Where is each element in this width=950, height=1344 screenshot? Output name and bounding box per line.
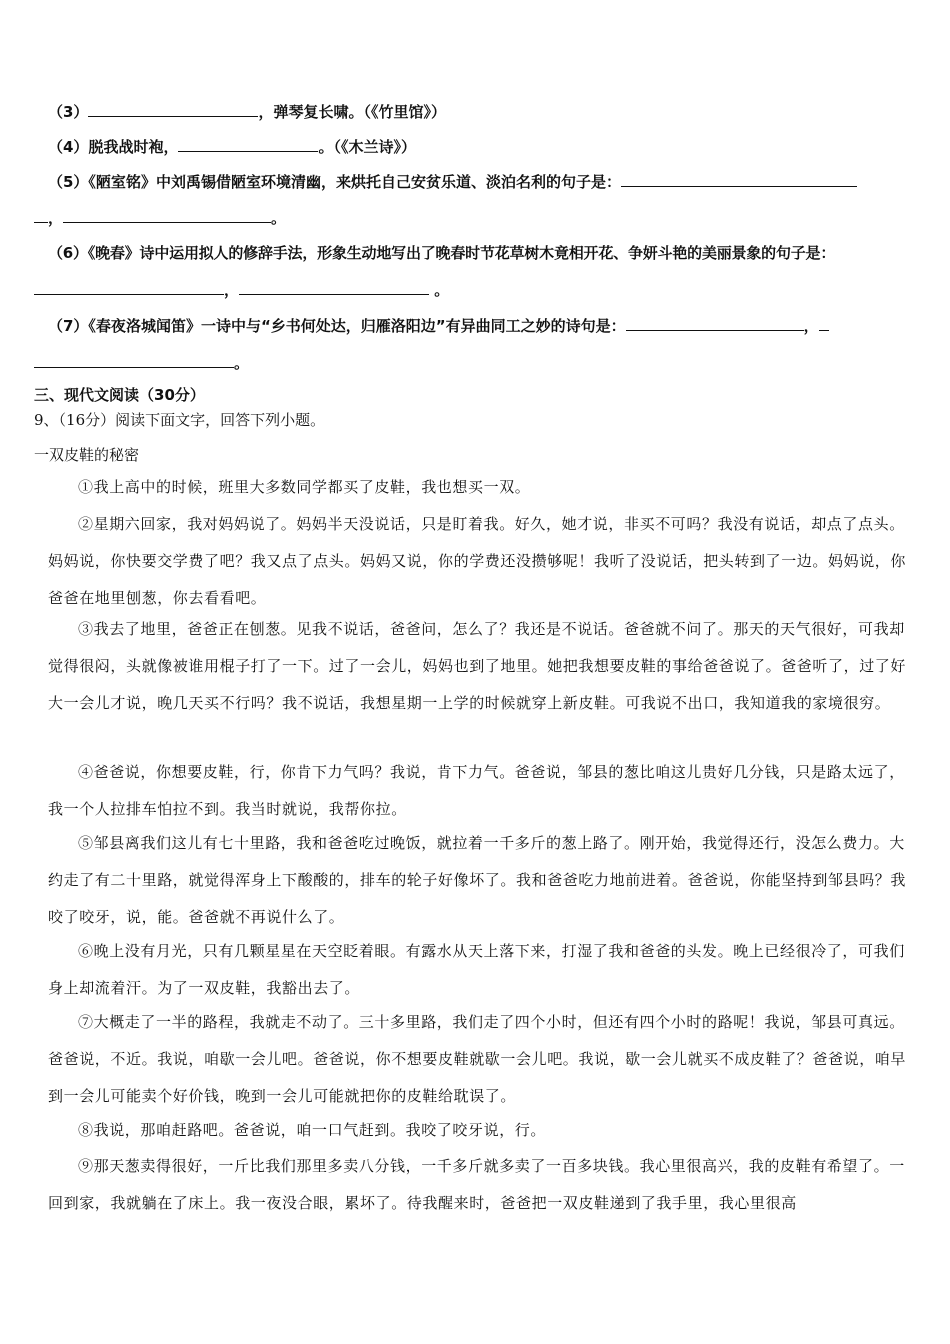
answer-blank-5a[interactable] <box>621 172 857 187</box>
paragraph-5-text: ⑤邹县离我们这儿有七十里路，我和爸爸吃过晚饭，就拉着一千多斤的葱上路了。刚开始，我觉得还行，没怎么费力。大约走了有二十里路，就觉得浑身上下酸酸的，排车的轮子好像坏了。我和爸爸吃力地前进着。爸爸说，你能坚持到邹县吗？我咬了咬牙，说，能。爸爸就不再说什么了。 <box>48 834 907 926</box>
question-3-text: ，弹琴复长啸。（《竹里馆》） <box>258 103 446 121</box>
question-6-sep: ， <box>224 281 240 299</box>
paragraph-3 <box>48 611 908 722</box>
question-7 <box>48 316 908 336</box>
question-7-text: （7）《春夜洛城闻笛》一诗中与“乡书何处达，归雁洛阳边”有异曲同工之妙的诗句是： <box>48 317 626 335</box>
answer-blank-7a[interactable] <box>626 316 804 331</box>
answer-blank-5b[interactable] <box>63 208 271 223</box>
paragraph-8 <box>48 1112 908 1149</box>
question-7-line2 <box>34 353 894 373</box>
answer-blank-5a-cont[interactable] <box>34 208 48 223</box>
paragraph-9-text: ⑨那天葱卖得很好，一斤比我们那里多卖八分钱，一千多斤就多卖了一百多块钱。我心里很高兴，我的皮鞋有希望了。一回到家，我就躺在了床上。我一夜没合眼，累坏了。待我醒来时，爸爸把一双皮鞋递到了我手里，我心里很高 <box>48 1157 905 1212</box>
paragraph-4-text: ④爸爸说，你想要皮鞋，行，你肯下力气吗？我说，肯下力气。爸爸说，邹县的葱比咱这儿贵好几分钱，只是路太远了，我一个人拉排车怕拉不到。我当时就说，我帮你拉。 <box>48 763 905 818</box>
answer-blank-6b[interactable] <box>239 280 429 295</box>
question-6-line2 <box>34 280 894 300</box>
paragraph-2-text: ②星期六回家，我对妈妈说了。妈妈半天没说话，只是盯着我。好久，她才说，非买不可吗？我没有说话，却点了点头。妈妈说，你快要交学费了吧？我又点了点头。妈妈又说，你的学费还没攒够呢！我听了没说话，把头转到了一边。妈妈说，你爸爸在地里刨葱，你去看看吧。 <box>48 515 907 607</box>
paragraph-3-text: ③我去了地里，爸爸正在刨葱。见我不说话，爸爸问，怎么了？我还是不说话。爸爸就不问了。那天的天气很好，可我却觉得很闷，头就像被谁用棍子打了一下。过了一会儿，妈妈也到了地里。她把我想要皮鞋的事给爸爸说了。爸爸听了，过了好大一会儿才说，晚几天买不行吗？我不说话，我想星期一上学的时候就穿上新皮鞋。可我说不出口，我知道我的家境很穷。 <box>48 620 907 712</box>
answer-blank-7b-start[interactable] <box>819 316 829 331</box>
question-3 <box>48 102 908 122</box>
paragraph-7-text: ⑦大概走了一半的路程，我就走不动了。三十多里路，我们走了四个小时，但还有四个小时的路呢！我说，邹县可真远。爸爸说，不近。我说，咱歇一会儿吧。爸爸说，你不想要皮鞋就歇一会儿吧。我说，歇一会儿就买不成皮鞋了？爸爸说，咱早到一会儿可能卖个好价钱，晚到一会儿可能就把你的皮鞋给耽误了。 <box>48 1013 907 1105</box>
question-4-number: （4） <box>48 138 89 156</box>
question-7-sep: ， <box>803 317 819 335</box>
question-5-end: 。 <box>271 209 287 227</box>
paragraph-9 <box>48 1148 908 1222</box>
question-9-prompt: 9、（16分）阅读下面文字，回答下列小题。 <box>34 411 326 429</box>
answer-blank-3[interactable] <box>88 102 258 117</box>
paragraph-2 <box>48 506 908 617</box>
question-7-end: 。 <box>234 354 250 372</box>
question-5 <box>48 172 908 192</box>
question-5-text: （5）《陋室铭》中刘禹锡借陋室环境清幽，来烘托自己安贫乐道、淡泊名利的句子是： <box>48 173 621 191</box>
section-heading: 三、现代文阅读（30分） <box>34 386 205 404</box>
question-6 <box>48 243 908 263</box>
paragraph-4 <box>48 754 908 828</box>
question-5-line2 <box>34 208 894 228</box>
paragraph-1 <box>48 469 908 506</box>
question-6-end: 。 <box>429 281 450 299</box>
question-6-text: （6）《晚春》诗中运用拟人的修辞手法，形象生动地写出了晚春时节花草树木竟相开花、争妍斗艳的美丽景象的句子是： <box>48 244 836 262</box>
paragraph-1-text: ①我上高中的时候，班里大多数同学都买了皮鞋，我也想买一双。 <box>78 478 531 496</box>
question-4-text-b: 。（《木兰诗》） <box>318 138 416 156</box>
paragraph-6-text: ⑥晚上没有月光，只有几颗星星在天空眨着眼。有露水从天上落下来，打湿了我和爸爸的头发。晚上已经很冷了，可我们身上却流着汗。为了一双皮鞋，我豁出去了。 <box>48 942 905 997</box>
question-4-text-a: 脱我战时袍， <box>88 138 179 156</box>
answer-blank-6a[interactable] <box>34 280 224 295</box>
question-3-number: （3） <box>48 103 89 121</box>
paragraph-8-text: ⑧我说，那咱赶路吧。爸爸说，咱一口气赶到。我咬了咬牙说，行。 <box>78 1121 547 1139</box>
paragraph-6 <box>48 933 908 1007</box>
answer-blank-4[interactable] <box>178 137 318 152</box>
paragraph-5 <box>48 825 908 936</box>
article-title: 一双皮鞋的秘密 <box>34 446 140 464</box>
answer-blank-7b[interactable] <box>34 353 234 368</box>
question-5-sep: ， <box>48 209 64 227</box>
question-4 <box>48 137 908 157</box>
paragraph-7 <box>48 1004 908 1115</box>
